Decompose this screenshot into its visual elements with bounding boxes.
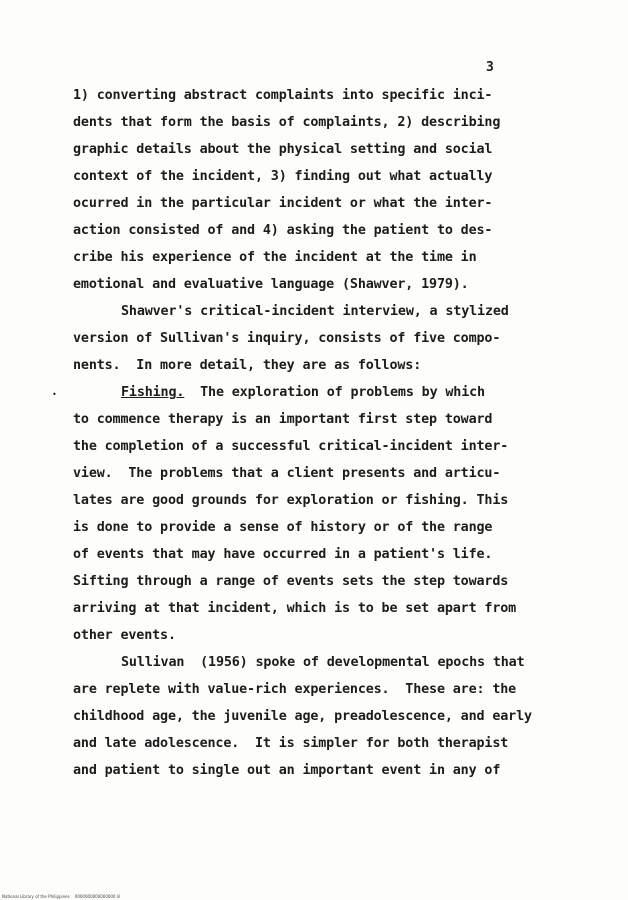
- text-line: Sullivan (1956) spoke of developmental epochs that: [121, 655, 525, 670]
- text-line: to commence therapy is an important first step toward: [73, 412, 493, 427]
- text-line: lates are good grounds for exploration or fishing. This: [73, 493, 509, 508]
- text-line: dents that form the basis of complaints, 2) describing: [73, 115, 501, 130]
- fishing-line: [73, 379, 573, 406]
- text-line: 1) converting abstract complaints into specific inci-: [73, 88, 493, 103]
- text-line: the completion of a successful critical-incident inter-: [73, 439, 509, 454]
- text-line: and late adolescence. It is simpler for both therapist: [73, 736, 509, 751]
- text-line: cribe his experience of the incident at the time in: [73, 250, 477, 265]
- body-text: [73, 82, 573, 784]
- text-line: nents. In more detail, they are as follows:: [73, 358, 422, 373]
- scan-footer: National Library of the Philippines 0000000000000000 lil: [2, 894, 121, 899]
- text-line: arriving at that incident, which is to be set apart from: [73, 601, 517, 616]
- text-line: action consisted of and 4) asking the patient to des-: [73, 223, 493, 238]
- text-line: emotional and evaluative language (Shawver, 1979).: [73, 277, 469, 292]
- page-number: 3: [486, 60, 494, 75]
- text-line: context of the incident, 3) finding out what actually: [73, 169, 493, 184]
- text-line: Sifting through a range of events sets the step towards: [73, 574, 509, 589]
- text-line: The exploration of problems by which: [200, 385, 485, 400]
- text-line: of events that may have occurred in a patient's life.: [73, 547, 493, 562]
- margin-mark: •: [52, 390, 57, 399]
- text-line: ocurred in the particular incident or what the inter-: [73, 196, 493, 211]
- text-line: are replete with value-rich experiences. These are: the: [73, 682, 517, 697]
- text-line: graphic details about the physical setting and social: [73, 142, 493, 157]
- text-line: and patient to single out an important event in any of: [73, 763, 501, 778]
- text-line: is done to provide a sense of history or of the range: [73, 520, 493, 535]
- fishing-heading: Fishing.: [121, 385, 185, 400]
- text-line: version of Sullivan's inquiry, consists of five compo-: [73, 331, 501, 346]
- text-line: childhood age, the juvenile age, preadolescence, and early: [73, 709, 532, 724]
- text-line: view. The problems that a client presents and articu-: [73, 466, 501, 481]
- text-line: other events.: [73, 628, 176, 643]
- text-line: Shawver's critical-incident interview, a stylized: [121, 304, 509, 319]
